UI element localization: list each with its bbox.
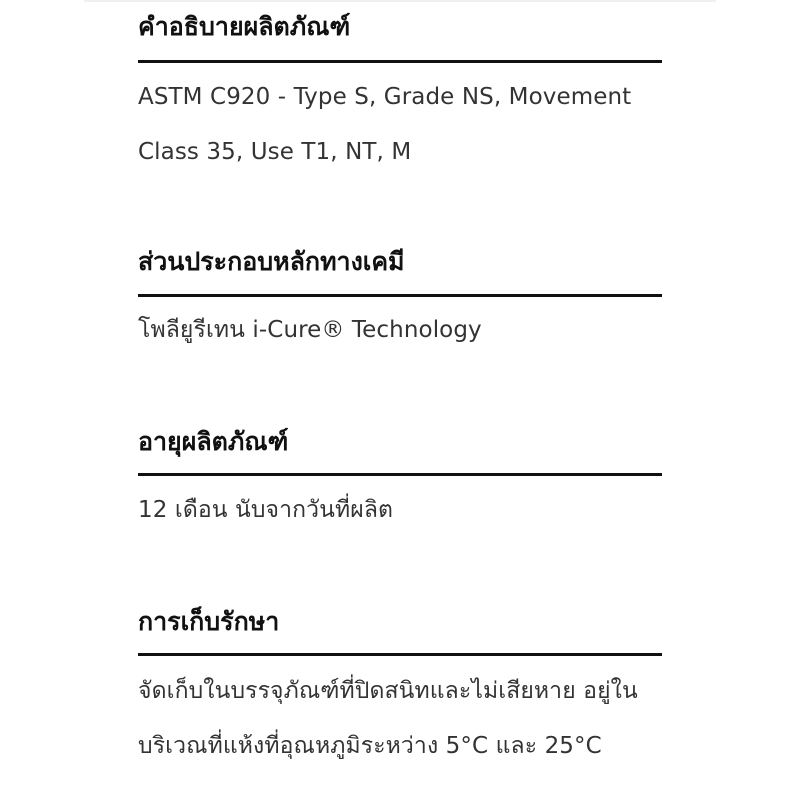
section-shelf-life [138, 425, 662, 535]
section-divider [138, 653, 662, 656]
section-divider [138, 473, 662, 476]
section-divider [138, 294, 662, 297]
section-divider [138, 60, 662, 63]
description-line-2: Class 35, Use T1, NT, M [138, 139, 412, 165]
section-heading: ส่วนประกอบหลักทางเคมี [138, 247, 405, 276]
section-chemical-composition [138, 245, 662, 355]
description-line-1: ASTM C920 - Type S, Grade NS, Movement [138, 84, 632, 110]
storage-line-1: จัดเก็บในบรรจุภัณฑ์ที่ปิดสนิทและไม่เสียหาย อยู่ใน [138, 678, 638, 704]
storage-line-2: บริเวณที่แห้งที่อุณหภูมิระหว่าง 5°C และ 25°C [138, 733, 602, 759]
composition-line-1: โพลียูรีเทน i-Cure® Technology [138, 317, 482, 343]
section-product-description [138, 10, 662, 170]
section-storage [138, 605, 662, 780]
top-divider [84, 0, 716, 2]
shelf-life-line-1: 12 เดือน นับจากวันที่ผลิต [138, 497, 394, 523]
section-heading: การเก็บรักษา [138, 607, 280, 636]
section-heading: คำอธิบายผลิตภัณฑ์ [138, 12, 351, 41]
section-heading: อายุผลิตภัณฑ์ [138, 427, 289, 456]
